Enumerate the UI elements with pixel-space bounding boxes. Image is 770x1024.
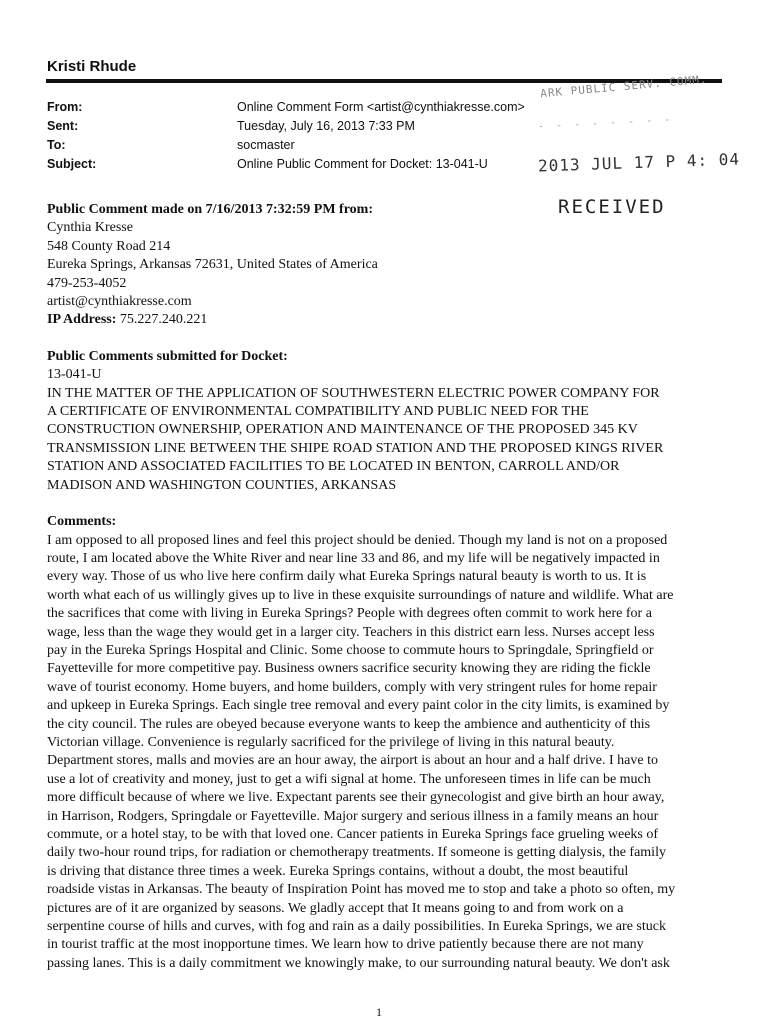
commenter-ip	[47, 311, 727, 329]
header-label-subject: Subject:	[47, 157, 97, 171]
email-header	[47, 98, 525, 174]
comment-line: is driving that distance three times a week. Eureka Springs contains, without a doubt, the most beautiful	[47, 863, 629, 879]
comment-line: the sacrifices that come with living in Eureka Springs? People with degrees often commit to work here for a	[47, 606, 652, 622]
header-label-from: From:	[47, 100, 83, 114]
header-from-row	[47, 98, 525, 117]
ip-value: 75.227.240.221	[119, 312, 208, 328]
comment-line: passing lanes. This is a daily commitment we knowingly make, to our surrounding natural beauty. We don't ask	[47, 955, 670, 971]
header-value-to: socmaster	[237, 138, 295, 152]
header-label-sent: Sent:	[47, 119, 79, 133]
docket-title-line: CONSTRUCTION OWNERSHIP, OPERATION AND MAINTENANCE OF THE PROPOSED 345 KV	[47, 422, 638, 438]
header-value-sent: Tuesday, July 16, 2013 7:33 PM	[237, 119, 415, 133]
header-label-to: To:	[47, 138, 66, 152]
header-to-row	[47, 136, 525, 155]
comment-line: Fayetteville for more competitive pay. Business owners sacrifice security knowing they are riding the fickle	[47, 661, 651, 677]
header-value-subject: Online Public Comment for Docket: 13-041-U	[237, 157, 488, 171]
comment-line: I am opposed to all proposed lines and feel this project should be denied. Though my land is not on a proposed	[47, 532, 668, 548]
header-sent-row	[47, 117, 525, 136]
sender-name: Kristi Rhude	[47, 58, 137, 75]
comment-line: in tourist traffic at the most inopportune times. We learn how to drive patiently because there are not many	[47, 937, 644, 953]
docket-title-line: MADISON AND WASHINGTON COUNTIES, ARKANSAS	[47, 477, 397, 493]
comment-line: more difficult because of where we live. Expectant parents see their gynecologist and give birth an hour away,	[47, 790, 665, 806]
comment-line: daily two-hour round trips, for radiation or chemotherapy treatments. If someone is getting dialysis, the family	[47, 845, 666, 861]
page-number: 1	[376, 1005, 382, 1019]
comment-line: the city council. The rules are obeyed because everyone wants to keep the ambience and authenticity of this	[47, 716, 651, 732]
docket-title-line: TRANSMISSION LINE BETWEEN THE SHIPE ROAD STATION AND THE PROPOSED KINGS RIVER	[47, 440, 664, 456]
comment-line: pay in the Eureka Springs Hospital and Clinic. Some choose to commute hours to Springdale, Springfield or	[47, 642, 654, 658]
comment-line: every way. Those of us who live here confirm daily what Eureka Springs natural beauty is worth to us. It is	[47, 569, 647, 585]
commenter-email: artist@cynthiakresse.com	[47, 294, 192, 310]
ip-label: IP Address:	[47, 312, 117, 328]
comment-line: Department stores, malls and movies are an hour away, the airport is about an hour and a half drive. I have to	[47, 753, 659, 769]
commenter-name: Cynthia Kresse	[47, 220, 133, 236]
docket-title-line: STATION AND ASSOCIATED FACILITIES TO BE LOCATED IN BENTON, CARROLL AND/OR	[47, 459, 620, 475]
commenter-phone: 479-253-4052	[47, 275, 127, 291]
received-stamp-agency: ARK PUBLIC SERV. COMM.	[539, 72, 708, 101]
docket-number: 13-041-U	[47, 367, 102, 383]
docket-title-line: IN THE MATTER OF THE APPLICATION OF SOUTHWESTERN ELECTRIC POWER COMPANY FOR	[47, 385, 660, 401]
comment-line: worth what each of us willingly gives up to live in these exquisite surroundings of nature and wildlife. What are	[47, 587, 674, 603]
commenter-address-line2: Eureka Springs, Arkansas 72631, United States of America	[47, 257, 378, 273]
document-body	[47, 201, 727, 973]
comment-line: use a lot of creativity and money, just to get a wifi signal at home. The unforeseen times in life can be much	[47, 771, 651, 787]
comment-line: pictures are of it are organized by seasons. We gladly accept that It means going to and from work on a	[47, 900, 624, 916]
received-stamp-date: 2013 JUL 17 P 4: 04	[537, 149, 741, 176]
comment-line: commute, or a hotel stay, to be with that loved one. Cancer patients in Eureka Springs face grueling weeks of	[47, 827, 659, 842]
comment-line: and upkeep in Eureka Springs. Each single tree removal and every paint color in the city limits, is examined by	[47, 698, 670, 714]
header-value-from: Online Comment Form <artist@cynthiakresse.com>	[237, 100, 525, 114]
docket-heading: Public Comments submitted for Docket:	[47, 348, 288, 364]
comment-line: Victorian village. Convenience is regularly sacrificed for the privilege of living in this natural beauty.	[47, 734, 615, 750]
comment-line: in Harrison, Rodgers, Springdale or Fayetteville. Major surgery and serious illness in a family means an hour	[47, 808, 659, 824]
received-stamp-dashes: - - - - - - - -	[537, 114, 674, 133]
comment-line: wave of tourist economy. Home buyers, and home builders, comply with very stringent rules for home repair	[47, 679, 657, 695]
comment-line: wage, less than the wage they would get in a larger city. Teachers in this district earn less. Nurses accept less	[47, 624, 655, 640]
received-stamp-label: RECEIVED	[558, 196, 666, 218]
comment-heading: Public Comment made on 7/16/2013 7:32:59 PM from:	[47, 202, 373, 217]
docket-title-line: A CERTIFICATE OF ENVIRONMENTAL COMPATIBILITY AND PUBLIC NEED FOR THE	[47, 404, 589, 420]
comment-line: route, I am located above the White River and near line 33 and 86, and my life will be negatively impacted in	[47, 550, 660, 566]
comment-line: roadside vistas in Arkansas. The beauty of Inspiration Point has moved me to stop and take a photo so often, my	[47, 882, 676, 898]
comments-heading: Comments:	[47, 514, 117, 530]
comment-line: serpentine course of hills and curves, with fog and rain as a daily possibilities. In Eureka Springs, we are stuck	[47, 919, 666, 935]
commenter-address-line1: 548 County Road 214	[47, 238, 171, 254]
header-subject-row	[47, 155, 525, 174]
